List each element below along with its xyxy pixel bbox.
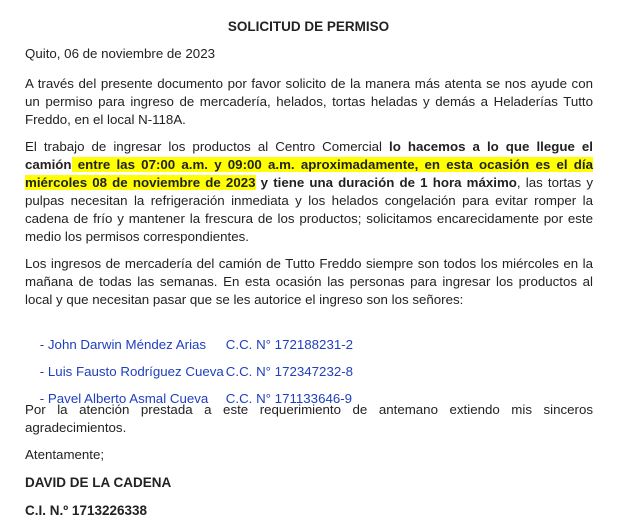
paragraph-schedule bbox=[25, 138, 593, 246]
paragraph-persons-intro: Los ingresos de mercadería del camión de Tutto Freddo siempre son todos los miércoles en la mañana de todas las semanas. En esta ocasión las personas para ingresar los productos al local y que necesitan pasar que se les autorice el ingreso son los señores: bbox=[25, 256, 593, 307]
schedule-highlight-date: entre las 07:00 a.m. y 09:00 a.m. aproximadamente, en esta ocasión es el día miércoles 08 de noviembre de 2023 bbox=[25, 157, 593, 190]
paragraph-intro: A través del presente documento por favor solicito de la manera más atenta se nos ayude con un permiso para ingreso de mercadería, helados, tortas heladas y demás a Heladerías Tutto Freddo, en el local N-118A. bbox=[25, 76, 593, 127]
person-name: - Pavel Alberto Asmal Cueva bbox=[39, 391, 209, 406]
schedule-text-start: El trabajo de ingresar los productos al Centro Comercial bbox=[25, 139, 390, 154]
date-line: Quito, 06 de noviembre de 2023 bbox=[25, 46, 215, 61]
document-title: SOLICITUD DE PERMISO bbox=[227, 19, 390, 34]
person-name: - Luis Fausto Rodríguez Cueva bbox=[39, 364, 224, 379]
signer-id: C.I. N.º 1713226338 bbox=[25, 503, 148, 518]
schedule-bold-truck: lo hacemos a lo que llegue el camión bbox=[25, 139, 594, 172]
paragraph-thanks: Por la atención prestada a este requerimiento de antemano extiendo mis sinceros agradecimientos. bbox=[25, 402, 593, 435]
closing-line: Atentamente; bbox=[25, 447, 105, 462]
schedule-bold-duration: y tiene una duración de 1 hora máximo bbox=[255, 175, 517, 190]
person-name: - John Darwin Méndez Arias bbox=[39, 337, 207, 352]
person-id: C.C. N° 172347232-8 bbox=[225, 364, 354, 379]
signer-name: DAVID DE LA CADENA bbox=[25, 475, 172, 490]
schedule-text-end: , las tortas y pulpas necesitan la refrigeración inmediata y los helados congelación para evitar romper la cadena de frío y mantener la frescura de los productos; solicitamos encarecidamente por este medio los permisos correspondientes. bbox=[25, 175, 593, 244]
person-id: C.C. N° 171133646-9 bbox=[225, 391, 353, 406]
person-id: C.C. N° 172188231-2 bbox=[225, 337, 354, 352]
